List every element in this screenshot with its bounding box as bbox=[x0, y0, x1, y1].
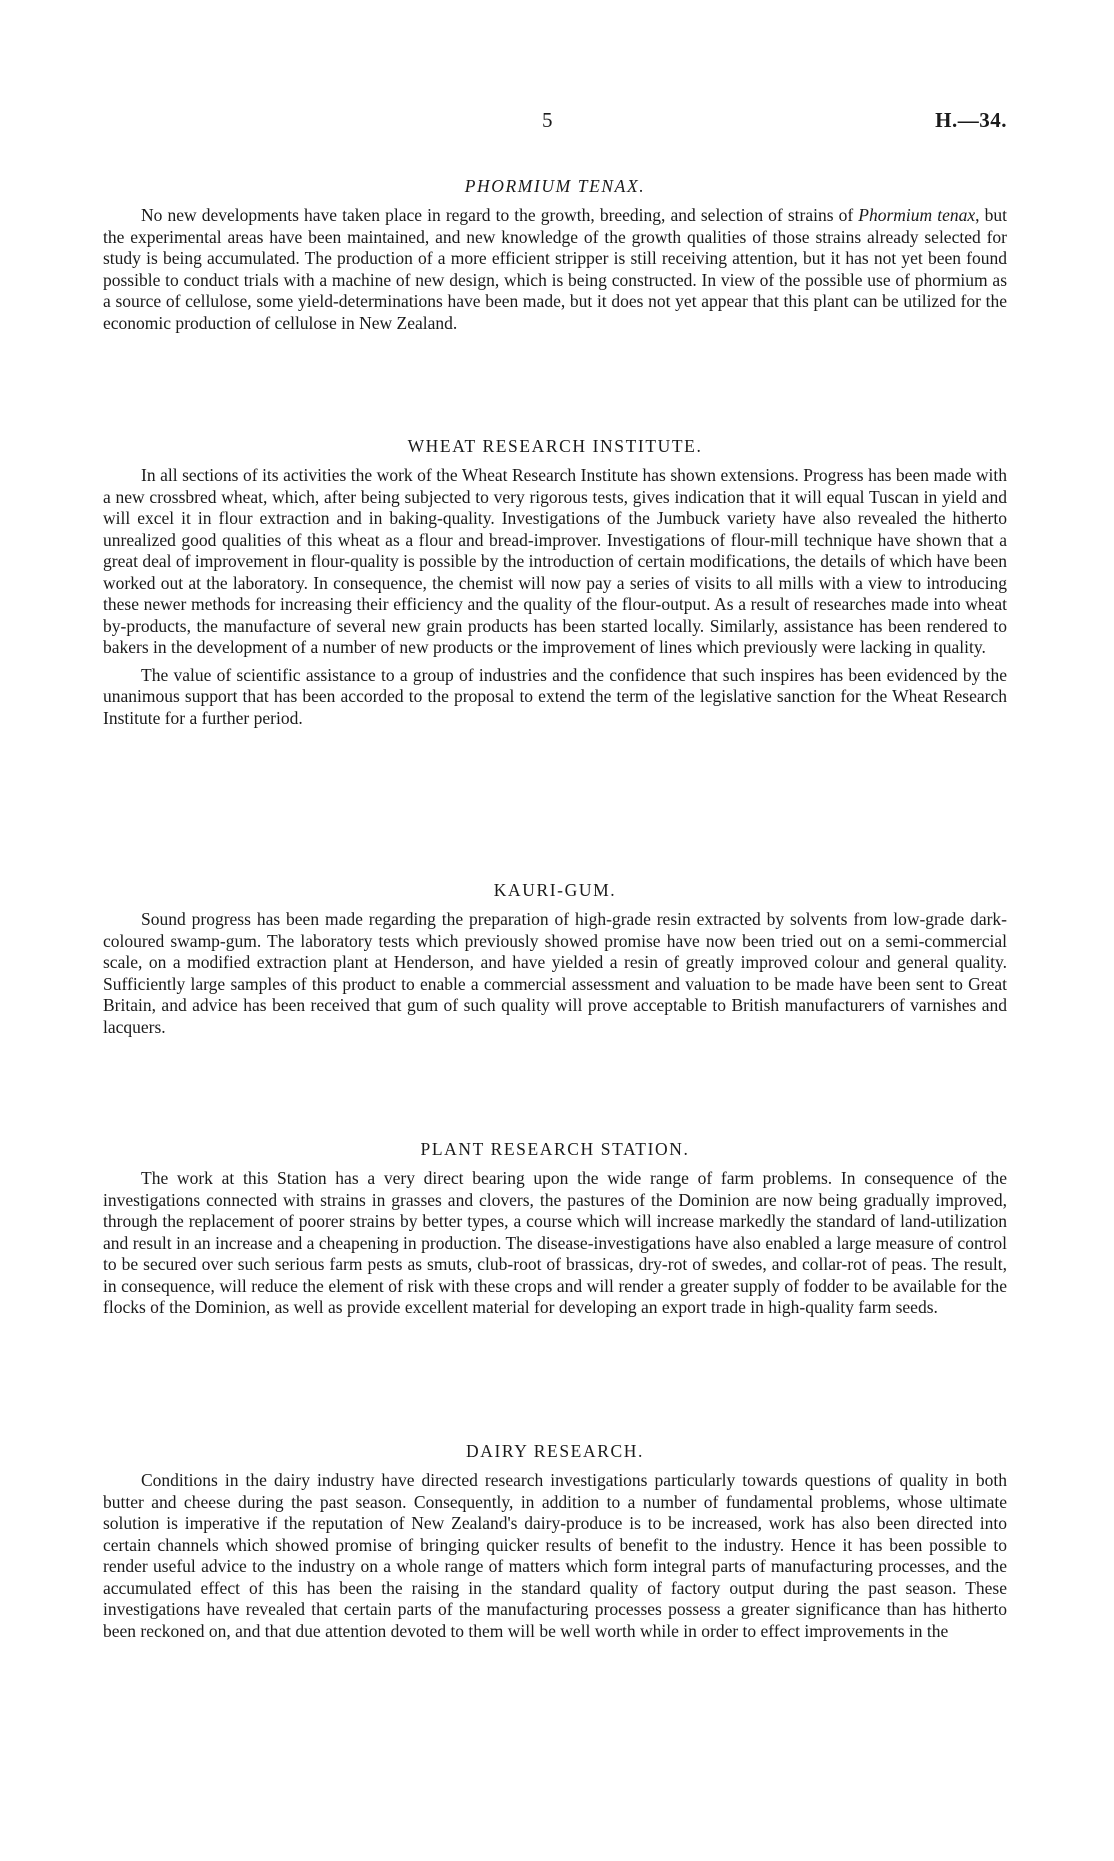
section-heading: KAURI-GUM. bbox=[493, 880, 617, 900]
section-dairy-research bbox=[103, 1441, 1007, 1648]
page-header bbox=[0, 108, 1114, 138]
section-heading: WHEAT RESEARCH INSTITUTE. bbox=[407, 436, 703, 456]
paragraph-text: , but the experimental areas have been maintained, and new knowledge of the growth qualities of those strains already selected for study is being accumulated. The production of a more efficient stripper is still receiving attention, but it has not yet been found possible to conduct trials with a machine of new design, which is being constructed. In view of the possible use of phormium as a source of cellulose, some yield-determinations have been made, but it does not yet appear that this plant can be utilized for the economic production of cellulose in New Zealand. bbox=[103, 205, 1007, 333]
species-name: Phormium tenax bbox=[858, 205, 976, 225]
paragraph: In all sections of its activities the work of the Wheat Research Institute has shown extensions. Progress has been made with a new crossbred wheat, which, after being subjected to very rigorous tests, gives indication that it will equal Tuscan in yield and will excel it in flour extraction and in baking-quality. Investigations of the Jumbuck variety have also revealed the hitherto unrealized good qualities of this wheat as a flour and bread-improver. Investigations of flour-mill technique have shown that a great deal of improvement in flour-quality is possible by the introduction of certain modifications, the details of which have been worked out at the laboratory. In consequence, the chemist will now pay a series of visits to all mills with a view to introducing these newer methods for increasing their efficiency and the quality of the flour-output. As a result of researches made into wheat by-products, the manufacture of several new grain products has been started locally. Similarly, assistance has been rendered to bakers in the development of a number of new products or the improvement of lines which previously were lacking in quality. bbox=[103, 465, 1007, 657]
section-plant-research-station bbox=[103, 1139, 1007, 1325]
document-code: H.—34. bbox=[935, 108, 1007, 132]
paragraph bbox=[103, 205, 1007, 334]
section-heading: PLANT RESEARCH STATION. bbox=[420, 1139, 690, 1159]
page-number: 5 bbox=[542, 108, 553, 132]
paragraph: The work at this Station has a very direct bearing upon the wide range of farm problems. In consequence of the investigations connected with strains in grasses and clovers, the pastures of the Dominion are now being gradually improved, through the replacement of poorer strains by better types, a course which will increase markedly the standard of land-utilization and result in an increase and a cheapening in production. The disease-investigations have also enabled a large measure of control to be secured over such serious farm pests as smuts, club-root of brassicas, dry-rot of swedes, and collar-rot of peas. The result, in consequence, will reduce the element of risk with these crops and will render a greater supply of fodder to be available for the flocks of the Dominion, as well as provide excellent material for developing an export trade in high-quality farm seeds. bbox=[103, 1168, 1007, 1317]
paragraph-text: No new developments have taken place in regard to the growth, breeding, and selection of strains of bbox=[141, 205, 859, 225]
section-heading: DAIRY RESEARCH. bbox=[466, 1441, 644, 1461]
section-heading: PHORMIUM TENAX. bbox=[464, 176, 646, 196]
section-wheat-research-institute bbox=[103, 436, 1007, 735]
paragraph: The value of scientific assistance to a group of industries and the confidence that such inspires has been evidenced by the unanimous support that has been accorded to the proposal to extend the term of the legislative sanction for the Wheat Research Institute for a further period. bbox=[103, 664, 1007, 728]
paragraph: Sound progress has been made regarding the preparation of high-grade resin extracted by solvents from low-grade dark-coloured swamp-gum. The laboratory tests which previously showed promise have now been tried out on a semi-commercial scale, on a modified extraction plant at Henderson, and have yielded a resin of greatly improved colour and general quality. Sufficiently large samples of this product to enable a commercial assessment and valuation to be made have been sent to Great Britain, and advice has been received that gum of such quality will prove acceptable to British manufacturers of varnishes and lacquers. bbox=[103, 909, 1007, 1037]
paragraph: Conditions in the dairy industry have directed research investigations particularly towards questions of quality in both butter and cheese during the past season. Consequently, in addition to a number of fundamental problems, whose ultimate solution is imperative if the reputation of New Zealand's dairy-produce is to be increased, work has also been directed into certain channels which showed promise of bringing quicker results of benefit to the industry. Hence it has been possible to render useful advice to the industry on a whole range of matters which form integral parts of manufacturing processes, and the accumulated effect of this has been the raising in the standard quality of factory output during the past season. These investigations have revealed that certain parts of the manufacturing processes possess a greater significance than has hitherto been reckoned on, and that due attention devoted to them will be well worth while in order to effect improvements in the bbox=[103, 1470, 1007, 1641]
section-phormium-tenax bbox=[103, 176, 1007, 340]
section-kauri-gum bbox=[103, 880, 1007, 1044]
